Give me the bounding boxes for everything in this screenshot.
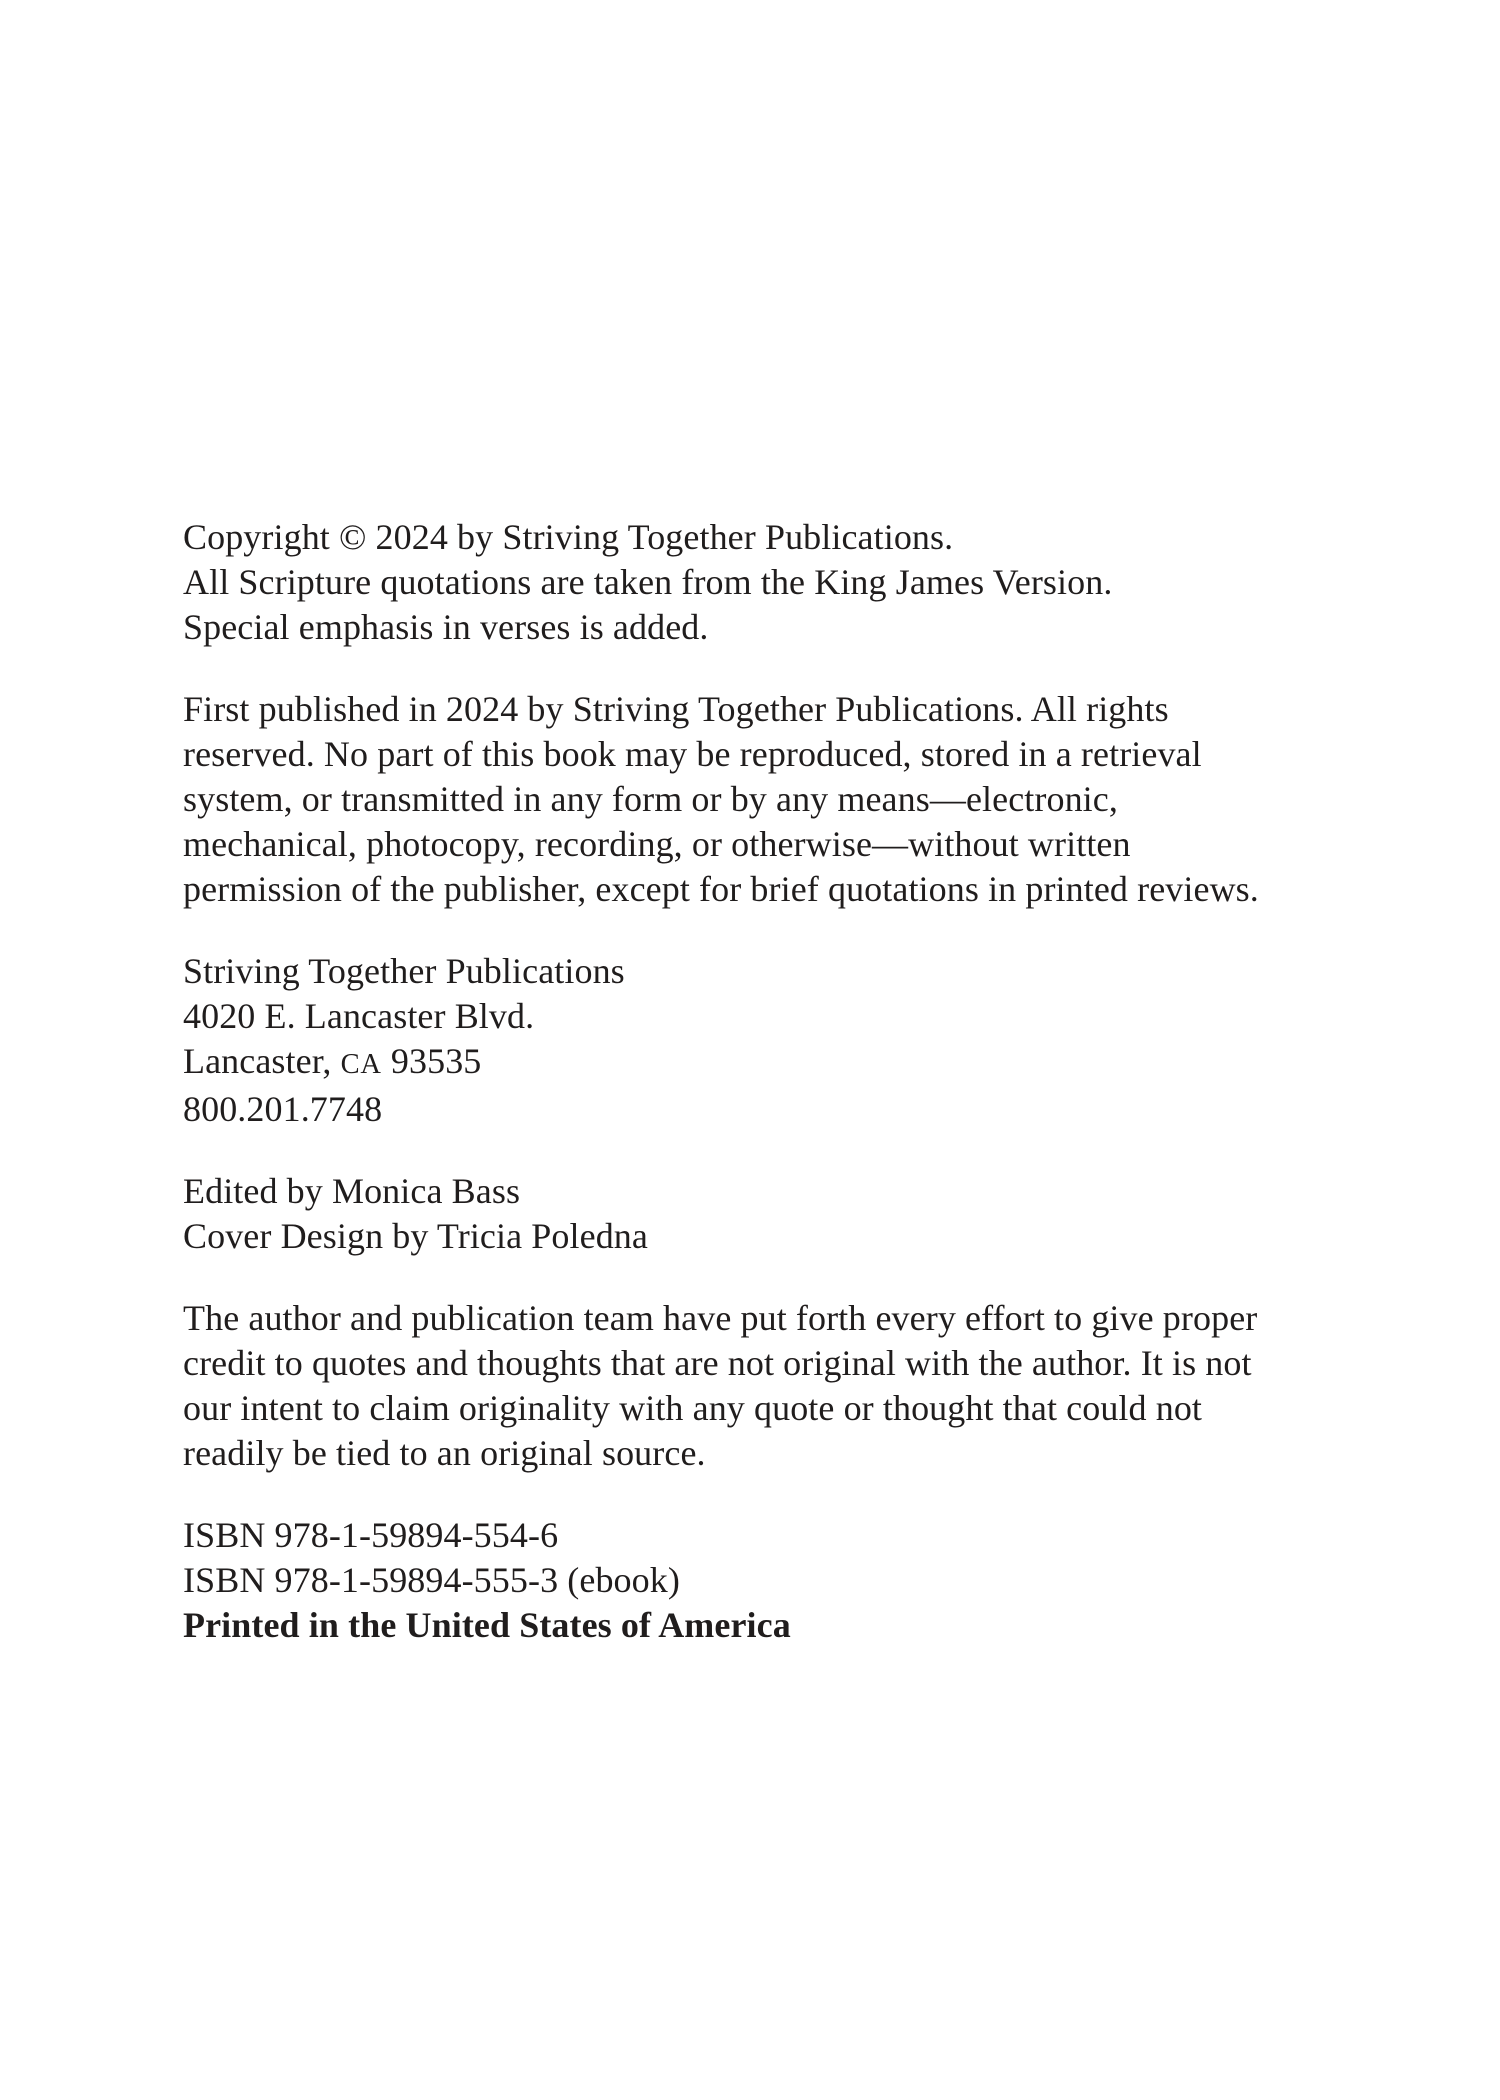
text-line: reserved. No part of this book may be reproduced, stored in a retrieval bbox=[183, 734, 1202, 774]
credits-block bbox=[183, 1169, 1259, 1259]
isbn-ebook: ISBN 978-1-59894-555-3 (ebook) bbox=[183, 1560, 680, 1600]
publisher-zip: 93535 bbox=[390, 1041, 482, 1081]
isbn-block bbox=[183, 1513, 1259, 1648]
text-line: readily be tied to an original source. bbox=[183, 1433, 706, 1473]
text-line: credit to quotes and thoughts that are not original with the author. It is not bbox=[183, 1343, 1252, 1383]
text-line: permission of the publisher, except for brief quotations in printed reviews. bbox=[183, 869, 1259, 909]
text-line: Copyright © 2024 by Striving Together Publications. bbox=[183, 517, 954, 557]
publisher-city-line bbox=[183, 1039, 1259, 1087]
publisher-state: CA bbox=[340, 1049, 382, 1080]
text-line: The author and publication team have put forth every effort to give proper bbox=[183, 1298, 1258, 1338]
isbn-print: ISBN 978-1-59894-554-6 bbox=[183, 1515, 559, 1555]
printed-in-statement: Printed in the United States of America bbox=[183, 1605, 791, 1645]
publisher-address-block bbox=[183, 949, 1259, 1132]
text-line: First published in 2024 by Striving Together Publications. All rights bbox=[183, 689, 1169, 729]
text-line: Special emphasis in verses is added. bbox=[183, 607, 709, 647]
cover-design-credit: Cover Design by Tricia Poledna bbox=[183, 1216, 648, 1256]
publisher-city: Lancaster, bbox=[183, 1041, 332, 1081]
attribution-disclaimer-paragraph bbox=[183, 1296, 1259, 1476]
rights-statement-paragraph bbox=[183, 687, 1259, 912]
copyright-page-text-block bbox=[183, 515, 1259, 1685]
editor-credit: Edited by Monica Bass bbox=[183, 1171, 521, 1211]
text-line: our intent to claim originality with any quote or thought that could not bbox=[183, 1388, 1203, 1428]
publisher-phone: 800.201.7748 bbox=[183, 1089, 383, 1129]
publisher-street: 4020 E. Lancaster Blvd. bbox=[183, 996, 535, 1036]
copyright-notice-paragraph bbox=[183, 515, 1259, 650]
text-line: All Scripture quotations are taken from the King James Version. bbox=[183, 562, 1113, 602]
publisher-name: Striving Together Publications bbox=[183, 951, 625, 991]
text-line: system, or transmitted in any form or by any means—electronic, bbox=[183, 779, 1118, 819]
text-line: mechanical, photocopy, recording, or otherwise—without written bbox=[183, 824, 1131, 864]
